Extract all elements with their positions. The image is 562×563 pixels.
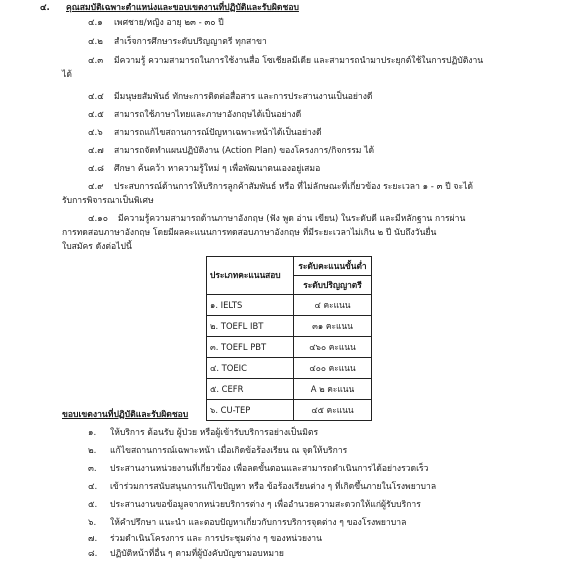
table-row [207,358,372,379]
item-text: ประสานงานขอข้อมูลจากหน่วยบริการต่าง ๆ เพื่ออำนวยความสะดวกให้แก่ผู้รับบริการ [110,500,421,510]
table-row [207,295,372,316]
item-number: ๔.๖ [88,128,103,138]
item-number: ๔.๓ [88,56,104,66]
table-row [207,379,372,400]
item-number: ๔. [88,482,98,492]
item-text: ปฏิบัติหน้าที่อื่น ๆ ตามที่ผู้บังคับบัญชามอบหมาย [110,549,284,559]
item-number: ๔.๘ [88,164,104,174]
min-score-cell: ๔๕ คะแนน [294,400,372,421]
item-text: มีมนุษยสัมพันธ์ ทักษะการติดต่อสื่อสาร และการประสานงานเป็นอย่างดี [114,92,373,102]
item-number: ๔.๕ [88,110,104,120]
item-text: ประสานงานหน่วยงานที่เกี่ยวข้อง เพื่อลดขั้นตอนและสามารถดำเนินการได้อย่างรวดเร็ว [110,464,429,474]
item-text: สำเร็จการศึกษาระดับปริญญาตรี ทุกสาขา [114,37,267,47]
item-number: ๗. [88,534,98,544]
item-number: ๔.๙ [88,182,104,192]
test-type-cell: ๔. TOEIC [207,358,294,379]
item-number: ๒. [88,446,97,456]
item-number: ๔.๗ [88,146,104,156]
min-score-cell: ๔๖๐ คะแนน [294,337,372,358]
item-text: มีความรู้ความสามารถด้านภาษาอังกฤษ (ฟัง พูด อ่าน เขียน) ในระดับดี และมีหลักฐาน การผ่าน [118,214,466,224]
item-number: ๔.๑ [88,18,103,28]
section-heading [40,2,299,14]
test-score-table [206,256,372,421]
qualification-item [88,55,483,67]
test-type-cell: ๒. TOEFL IBT [207,316,294,337]
item-number: ๕. [88,500,98,510]
qualification-item [88,127,322,139]
header-test-type: ประเภทคะแนนสอบ [207,257,294,295]
qualification-item [88,91,373,103]
item-continuation: การทดสอบภาษาอังกฤษ โดยมีผลคะแนนการทดสอบภาษาอังกฤษ ที่มีระยะเวลาไม่เกิน ๒ ปี นับถึงวันยื่น [62,228,437,238]
item-number: ๑. [88,428,97,438]
scope-item [88,427,318,439]
scope-item [88,445,347,457]
item-continuation: ได้ [62,70,72,80]
item-number: ๘. [88,549,98,559]
qualification-item [88,163,320,175]
test-type-cell: ๑. IELTS [207,295,294,316]
item-number: ๔.๔ [88,92,104,102]
item-number: ๓. [88,464,97,474]
qualification-item [88,181,473,193]
item-text: มีความรู้ ความสามารถในการใช้งานสื่อ โซเชียลมีเดีย และสามารถนำมาประยุกต์ใช้ในการปฏิบัติงาน [114,56,484,66]
item-text: เพศชาย/หญิง อายุ ๒๓ - ๓๐ ปี [114,18,224,28]
scope-item [88,481,436,493]
item-text: เข้าร่วมการสนับสนุนการแก้ไขปัญหา หรือ ข้อร้องเรียนต่าง ๆ ที่เกิดขึ้นภายในโรงพยาบาล [110,482,437,492]
scope-item [88,499,421,511]
qualification-item [88,213,465,225]
scope-item [88,548,284,560]
item-text: ร่วมดำเนินโครงการ และ การประชุมต่าง ๆ ของหน่วยงาน [110,534,322,544]
qualification-item [88,109,301,121]
item-number: ๔.๒ [88,37,103,47]
test-type-cell: ๕. CEFR [207,379,294,400]
item-text: แก้ไขสถานการณ์เฉพาะหน้า เมื่อเกิดข้อร้องเรียน ณ จุดให้บริการ [110,446,348,456]
table-row [207,316,372,337]
min-score-cell: ๔ คะแนน [294,295,372,316]
item-text: สามารถแก้ไขสถานการณ์ปัญหาเฉพาะหน้าได้เป็นอย่างดี [114,128,322,138]
item-text: ให้บริการ ต้อนรับ ผู้ป่วย หรือผู้เข้ารับบริการอย่างเป็นมิตร [110,428,319,438]
item-text: ประสบการณ์ด้านการให้บริการลูกค้าสัมพันธ์ หรือ ที่ไม่ลักษณะที่เกี่ยวข้อง ระยะเวลา ๑ - ๓ ปี จะได้ [114,182,473,192]
qualification-item [88,145,374,157]
scope-item [88,533,322,545]
header-degree-level: ระดับปริญญาตรี [294,276,372,295]
item-text: ศึกษา ค้นคว้า หาความรู้ใหม่ ๆ เพื่อพัฒนาตนเองอยู่เสมอ [114,164,321,174]
item-text: สามารถใช้ภาษาไทยและภาษาอังกฤษได้เป็นอย่างดี [114,110,302,120]
item-text: สามารถจัดทำแผนปฏิบัติงาน (Action Plan) ของโครงการ/กิจกรรม ได้ [114,146,375,156]
min-score-cell: A ๒ คะแนน [294,379,372,400]
table-row [207,400,372,421]
header-min-score: ระดับคะแนนขั้นต่ำ [294,257,372,276]
test-type-cell: ๓. TOEFL PBT [207,337,294,358]
table-header-row [207,257,372,276]
section-number: ๔. [40,3,50,13]
table-row [207,337,372,358]
test-type-cell: ๖. CU-TEP [207,400,294,421]
min-score-cell: ๓๑ คะแนน [294,316,372,337]
item-continuation: ใบสมัคร ดังต่อไปนี้ [62,242,132,252]
item-number: ๖. [88,518,97,528]
item-number: ๔.๑๐ [88,214,108,224]
scope-item [88,517,406,529]
scope-heading: ขอบเขตงานที่ปฏิบัติและรับผิดชอบ [62,410,189,420]
min-score-cell: ๔๐๐ คะแนน [294,358,372,379]
item-text: ให้คำปรึกษา แนะนำ และตอบปัญหาเกี่ยวกับการบริการจุดต่าง ๆ ของโรงพยาบาล [110,518,407,528]
section-title: คุณสมบัติเฉพาะตำแหน่งและขอบเขตงานที่ปฏิบัติและรับผิดชอบ [66,3,299,13]
item-continuation: รับการพิจารณาเป็นพิเศษ [62,196,154,206]
qualification-item [88,17,224,29]
qualification-item [88,36,267,48]
scope-item [88,463,429,475]
